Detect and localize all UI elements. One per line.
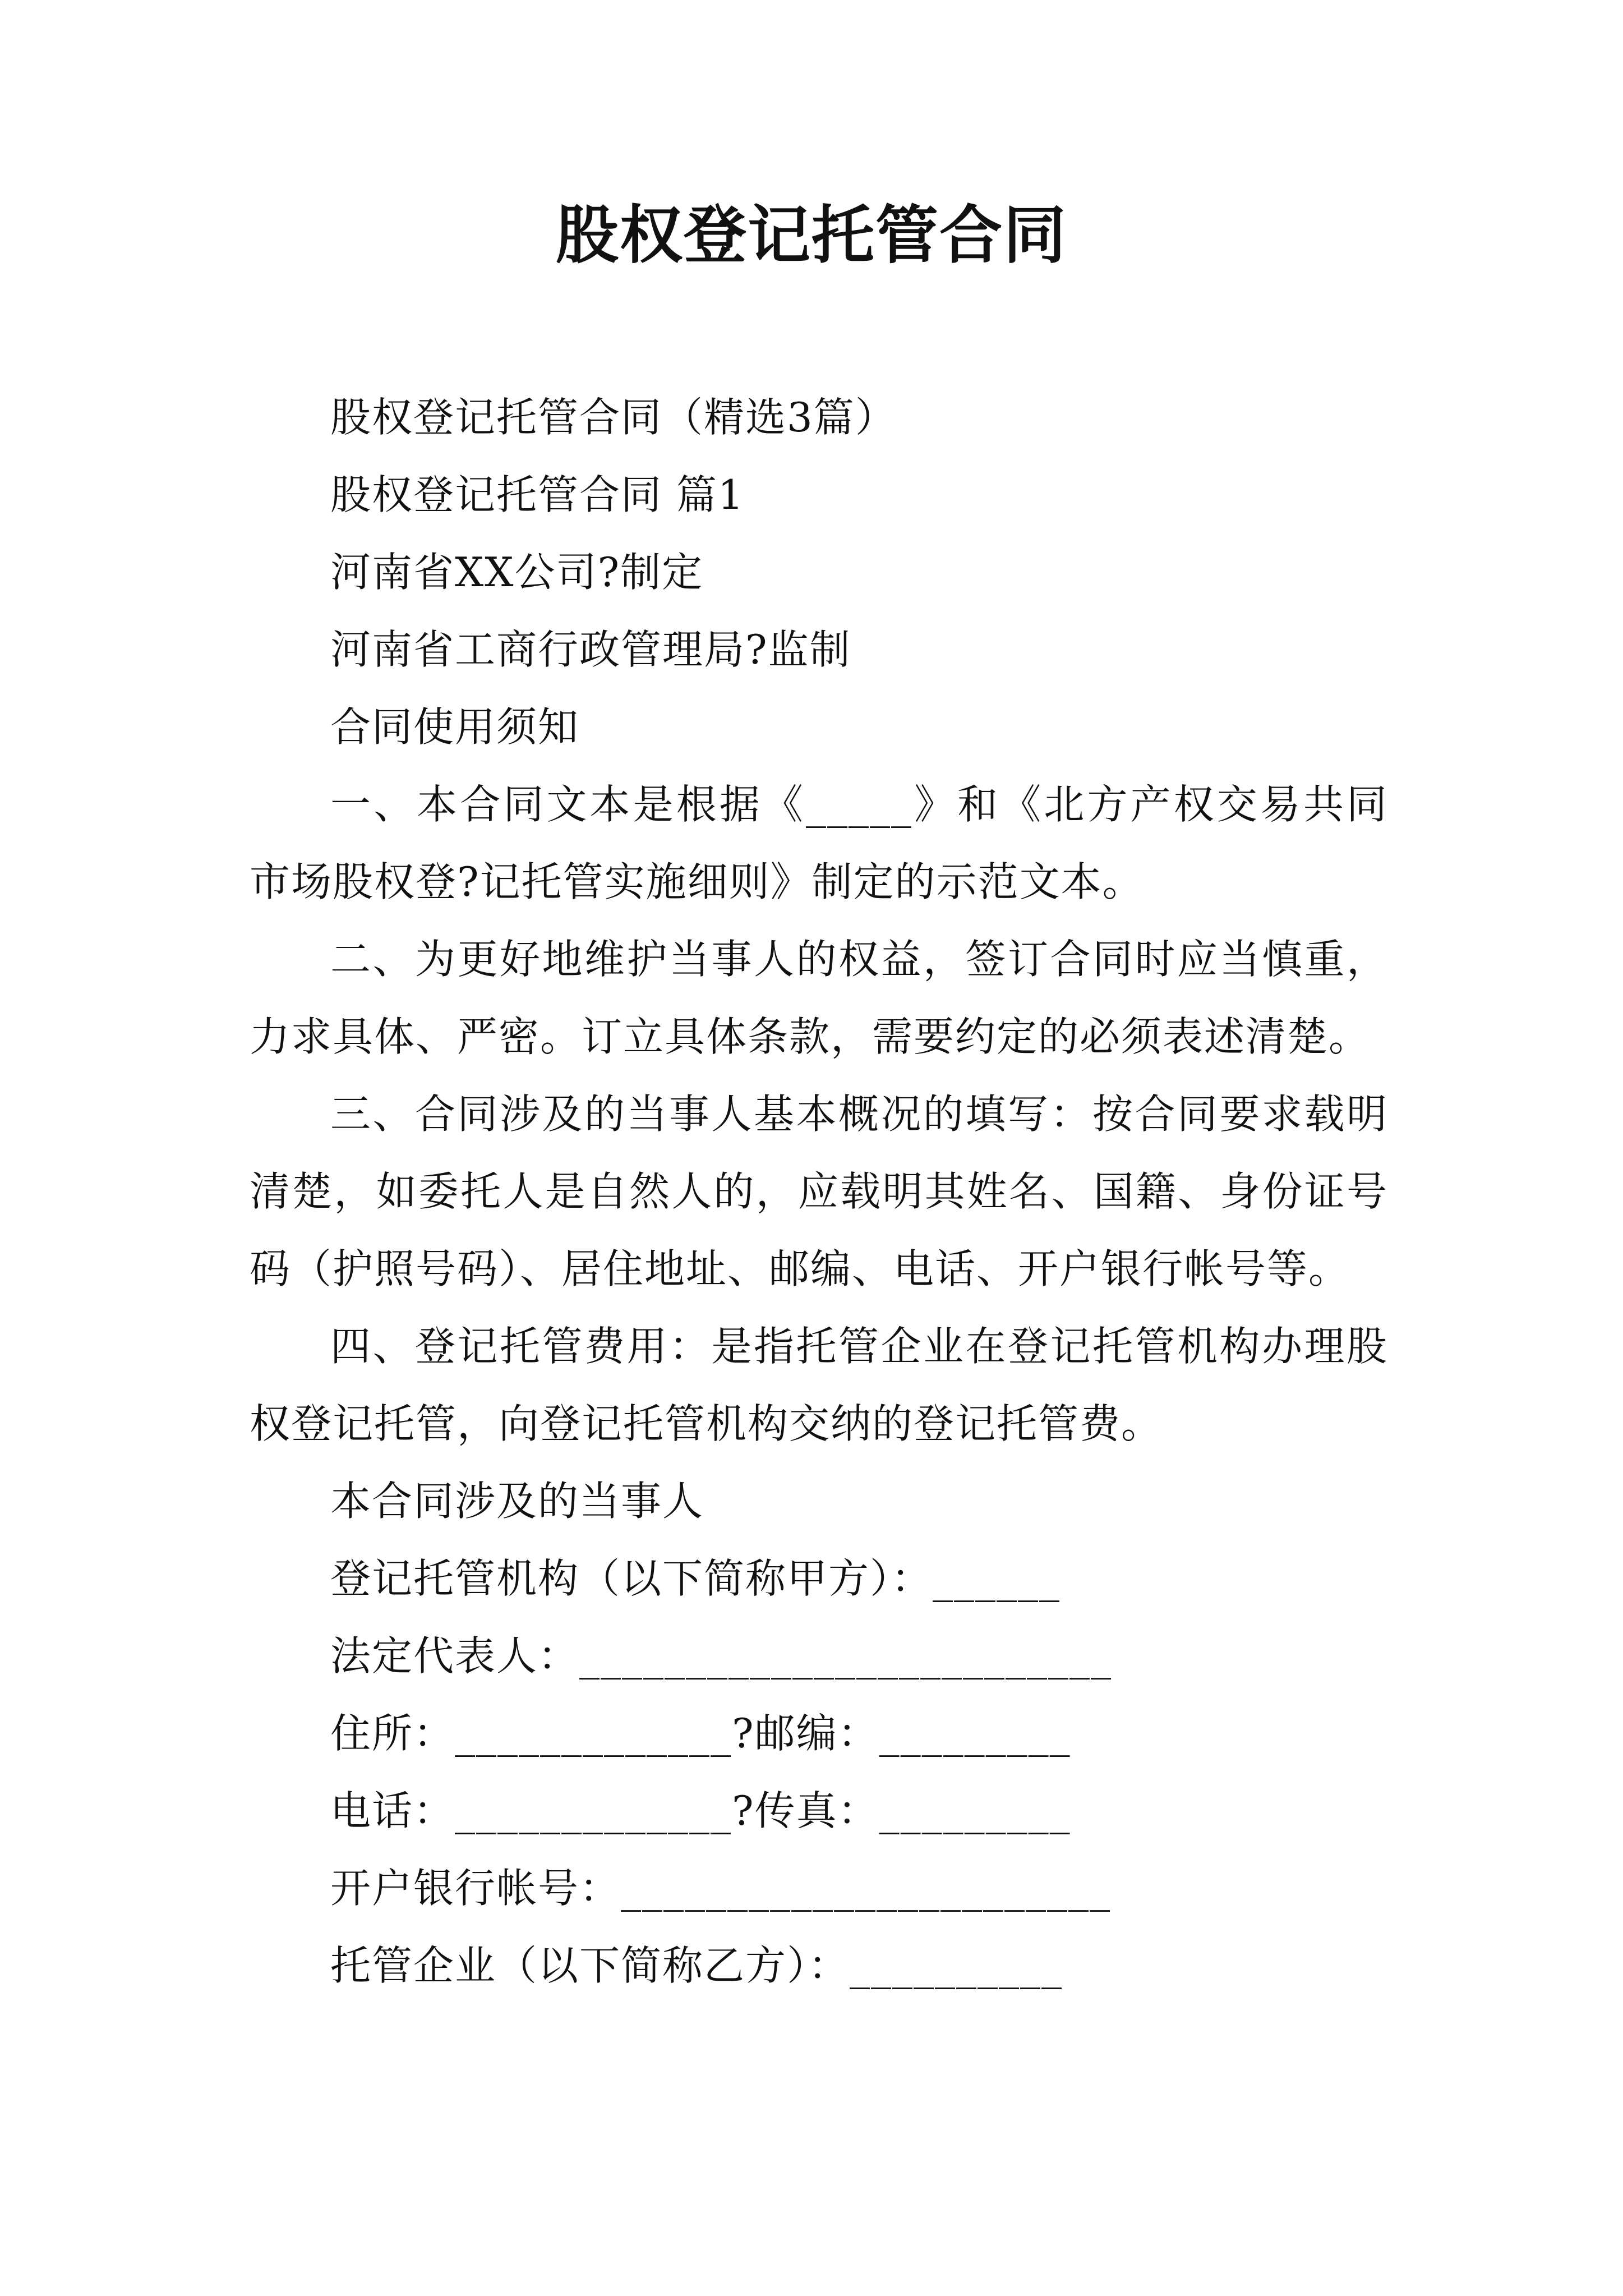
supervisor-line: 河南省工商行政管理局?监制 bbox=[330, 626, 851, 673]
subtitle-selected: 股权登记托管合同（精选3篇） bbox=[330, 394, 897, 441]
phone-fax-field: 电话：_____________?传真：_________ bbox=[330, 1787, 1071, 1834]
issuer-line: 河南省XX公司?制定 bbox=[330, 549, 704, 596]
document-title: 股权登记托管合同 bbox=[556, 199, 1067, 272]
usage-notice-heading: 合同使用须知 bbox=[330, 703, 580, 751]
party-b-field: 托管企业（以下简称乙方）：__________ bbox=[330, 1942, 1063, 1989]
bank-account-field: 开户银行帐号：_______________________ bbox=[330, 1865, 1112, 1912]
document-body bbox=[250, 379, 1388, 2004]
party-a-field: 登记托管机构（以下简称甲方）：______ bbox=[330, 1555, 1061, 1602]
notice-item-4: 四、登记托管费用：是指托管企业在登记托管机构办理股权登记托管，向登记托管机构交纳的登记托管费。 bbox=[250, 1323, 1388, 1447]
section-heading: 股权登记托管合同 篇1 bbox=[330, 471, 745, 518]
notice-item-2: 二、为更好地维护当事人的权益，签订合同时应当慎重，力求具体、严密。订立具体条款，需要约定的必须表述清楚。 bbox=[250, 936, 1388, 1060]
notice-item-3: 三、合同涉及的当事人基本概况的填写：按合同要求载明清楚，如委托人是自然人的，应载明其姓名、国籍、身份证号码（护照号码）、居住地址、邮编、电话、开户银行帐号等。 bbox=[250, 1091, 1388, 1292]
parties-heading: 本合同涉及的当事人 bbox=[330, 1478, 704, 1525]
notice-item-1: 一、本合同文本是根据《_____》和《北方产权交易共同市场股权登?记托管实施细则》制定的示范文本。 bbox=[250, 781, 1388, 905]
legal-representative-field: 法定代表人：_________________________ bbox=[330, 1632, 1113, 1680]
address-postcode-field: 住所：_____________?邮编：_________ bbox=[330, 1710, 1071, 1757]
